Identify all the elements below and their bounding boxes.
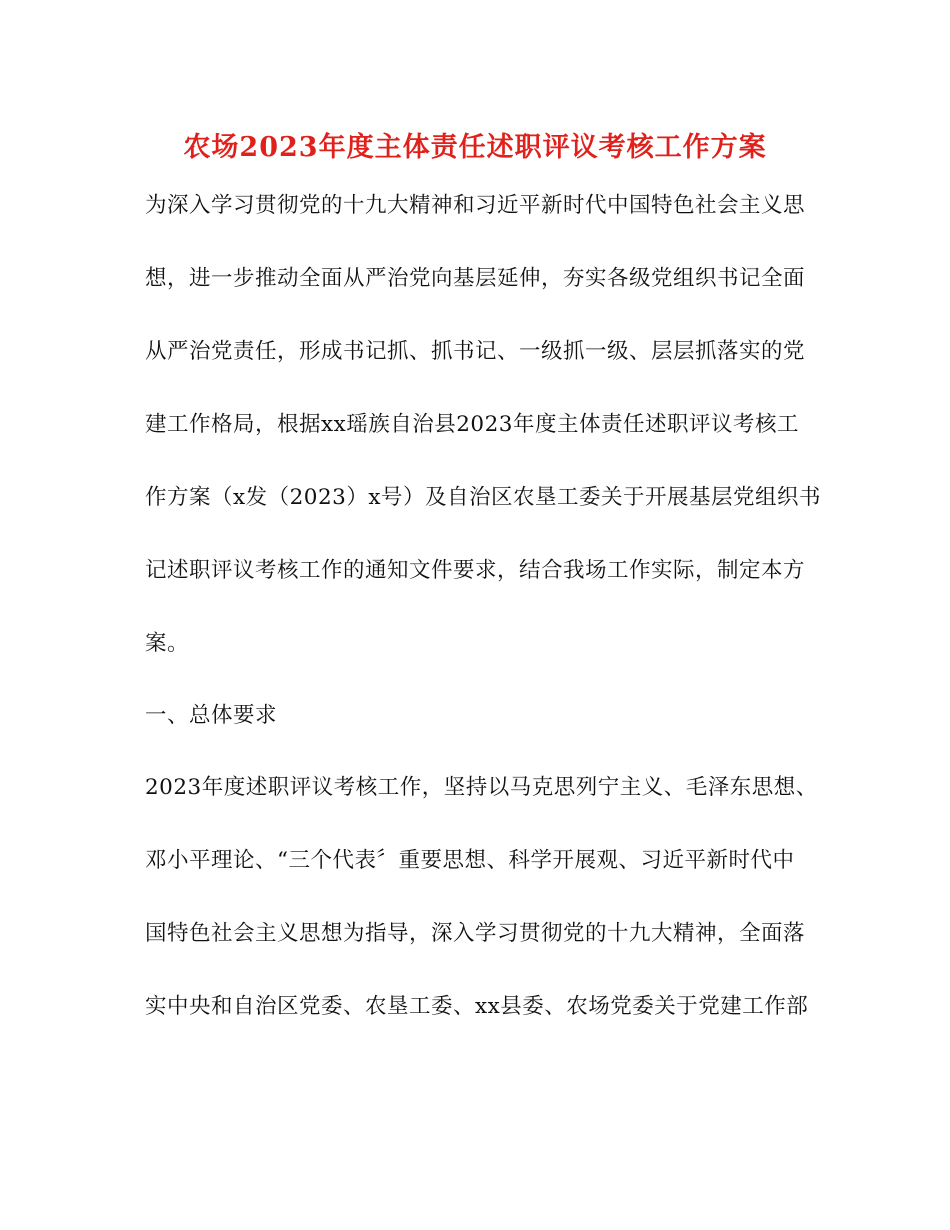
paragraph-line: 一、总体要求 (145, 703, 278, 728)
paragraph-line: 邓小平理论、“三个代表〞重要思想、科学开展观、习近平新时代中 (145, 848, 795, 873)
paragraph-line: 作方案（x发（2023）x号）及自治区农垦工委关于开展基层党组织书 (145, 485, 821, 510)
paragraph-line: 2023年度述职评议考核工作，坚持以马克思列宁主义、毛泽东思想、 (145, 775, 818, 800)
paragraph-line: 建工作格局，根据xx瑶族自治县2023年度主体责任述职评议考核工 (145, 412, 799, 437)
paragraph-line: 想，进一步推动全面从严治党向基层延伸，夯实各级党组织书记全面 (145, 266, 806, 291)
paragraph-line: 国特色社会主义思想为指导，深入学习贯彻党的十九大精神，全面落 (145, 921, 806, 946)
paragraph-line: 为深入学习贯彻党的十九大精神和习近平新时代中国特色社会主义思 (145, 193, 806, 218)
paragraph-line: 从严治党责任，形成书记抓、抓书记、一级抓一级、层层抓落实的党 (145, 339, 806, 364)
document-title: 农场2023年度主体责任述职评议考核工作方案 (183, 132, 767, 163)
paragraph-line: 案。 (145, 631, 190, 656)
paragraph-line: 实中央和自治区党委、农垦工委、xx县委、农场党委关于党建工作部 (145, 994, 809, 1019)
paragraph-line: 记述职评议考核工作的通知文件要求，结合我场工作实际，制定本方 (145, 558, 806, 583)
